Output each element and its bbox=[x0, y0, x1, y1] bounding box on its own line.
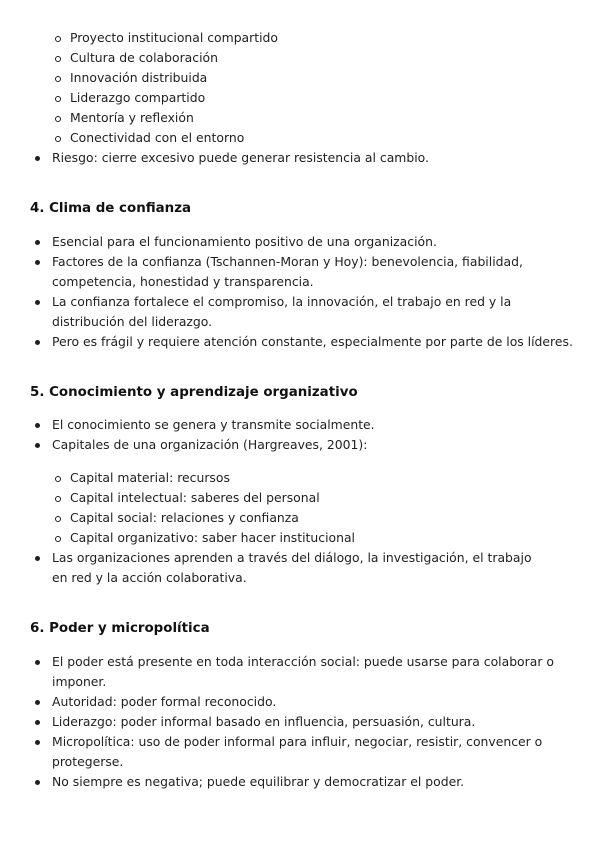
section-heading: 4. Clima de confianza bbox=[30, 201, 192, 216]
section-heading: 5. Conocimiento y aprendizaje organizativo bbox=[30, 385, 358, 400]
bullet-icon bbox=[35, 556, 40, 561]
bullet-icon bbox=[35, 780, 40, 785]
hollow-bullet-icon bbox=[55, 96, 61, 102]
list-item-text: La confianza fortalece el compromiso, la innovación, el trabajo en red y la distribución del liderazgo. bbox=[52, 294, 512, 329]
list-subitem-text: Mentoría y reflexión bbox=[70, 110, 194, 125]
list-item-text: No siempre es negativa; puede equilibrar y democratizar el poder. bbox=[52, 774, 465, 789]
bullet-icon bbox=[35, 740, 40, 745]
list-subitem bbox=[0, 128, 600, 148]
section-5 bbox=[0, 383, 600, 403]
list-item bbox=[0, 548, 600, 588]
bullet-icon bbox=[35, 720, 40, 725]
bullet-icon bbox=[35, 443, 40, 448]
list-item-text: El poder está presente en toda interacción social: puede usarse para colaborar o imponer. bbox=[52, 654, 554, 689]
list-item-text: Capitales de una organización (Hargreaves, 2001): bbox=[52, 437, 368, 452]
hollow-bullet-icon bbox=[55, 496, 61, 502]
list-subitem bbox=[0, 108, 600, 128]
list-item-text: El conocimiento se genera y transmite socialmente. bbox=[52, 417, 375, 432]
list-item bbox=[0, 435, 600, 455]
list-subitem bbox=[0, 68, 600, 88]
list-item bbox=[0, 732, 600, 772]
bullet-icon bbox=[35, 156, 40, 161]
list-item-text: Pero es frágil y requiere atención constante, especialmente por parte de los líderes. bbox=[52, 334, 573, 349]
list-subitem-text: Capital material: recursos bbox=[70, 470, 230, 485]
intro-sublist bbox=[0, 28, 600, 148]
list-item-text: Liderazgo: poder informal basado en influencia, persuasión, cultura. bbox=[52, 714, 476, 729]
section-5-list-block bbox=[0, 415, 600, 455]
hollow-bullet-icon bbox=[55, 476, 61, 482]
intro-block bbox=[0, 28, 600, 168]
list-subitem bbox=[0, 528, 600, 548]
bullet-icon bbox=[35, 260, 40, 265]
bullet-icon bbox=[35, 240, 40, 245]
bullet-icon bbox=[35, 700, 40, 705]
list-subitem-text: Capital organizativo: saber hacer institucional bbox=[70, 530, 355, 545]
list-item-text: Factores de la confianza (Tschannen-Moran y Hoy): benevolencia, fiabilidad, competencia, honestidad y transparencia. bbox=[52, 254, 523, 289]
bullet-icon bbox=[35, 423, 40, 428]
list-item bbox=[0, 148, 600, 168]
section-6-list-block bbox=[0, 652, 600, 792]
list-subitem bbox=[0, 88, 600, 108]
hollow-bullet-icon bbox=[55, 36, 61, 42]
list-item bbox=[0, 692, 600, 712]
intro-list bbox=[0, 148, 600, 168]
section-heading: 6. Poder y micropolítica bbox=[30, 621, 210, 636]
list-item-text: Autoridad: poder formal reconocido. bbox=[52, 694, 277, 709]
hollow-bullet-icon bbox=[55, 516, 61, 522]
list-subitem bbox=[0, 28, 600, 48]
list-item-text: Las organizaciones aprenden a través del diálogo, la investigación, el trabajo en red y la acción colaborativa. bbox=[52, 550, 532, 585]
section-6-list bbox=[0, 652, 600, 792]
bullet-icon bbox=[35, 340, 40, 345]
list-subitem-text: Conectividad con el entorno bbox=[70, 130, 245, 145]
hollow-bullet-icon bbox=[55, 536, 61, 542]
list-item-text: Esencial para el funcionamiento positivo de una organización. bbox=[52, 234, 437, 249]
section-5-sublist-block bbox=[0, 468, 600, 588]
list-item-text: Riesgo: cierre excesivo puede generar resistencia al cambio. bbox=[52, 150, 429, 165]
section-5-list bbox=[0, 415, 600, 455]
section-4 bbox=[0, 199, 600, 219]
hollow-bullet-icon bbox=[55, 56, 61, 62]
list-item bbox=[0, 332, 600, 352]
section-4-list bbox=[0, 232, 600, 352]
list-subitem-text: Innovación distribuida bbox=[70, 70, 208, 85]
list-item-text: Micropolítica: uso de poder informal para influir, negociar, resistir, convencer o protegerse. bbox=[52, 734, 543, 769]
list-item bbox=[0, 712, 600, 732]
list-subitem bbox=[0, 48, 600, 68]
list-item bbox=[0, 292, 600, 332]
hollow-bullet-icon bbox=[55, 116, 61, 122]
list-item bbox=[0, 652, 600, 692]
list-subitem-text: Proyecto institucional compartido bbox=[70, 30, 278, 45]
bullet-icon bbox=[35, 300, 40, 305]
hollow-bullet-icon bbox=[55, 76, 61, 82]
list-subitem-text: Capital social: relaciones y confianza bbox=[70, 510, 299, 525]
list-subitem-text: Liderazgo compartido bbox=[70, 90, 206, 105]
hollow-bullet-icon bbox=[55, 136, 61, 142]
list-subitem bbox=[0, 488, 600, 508]
list-subitem bbox=[0, 468, 600, 488]
section-5-sublist bbox=[0, 468, 600, 548]
section-6 bbox=[0, 619, 600, 639]
bullet-icon bbox=[35, 660, 40, 665]
list-subitem bbox=[0, 508, 600, 528]
list-item bbox=[0, 415, 600, 435]
section-5-list-end bbox=[0, 548, 600, 588]
list-subitem-text: Cultura de colaboración bbox=[70, 50, 218, 65]
list-item bbox=[0, 252, 600, 292]
list-subitem-text: Capital intelectual: saberes del personal bbox=[70, 490, 320, 505]
list-item bbox=[0, 772, 600, 792]
section-4-list-block bbox=[0, 232, 600, 352]
list-item bbox=[0, 232, 600, 252]
